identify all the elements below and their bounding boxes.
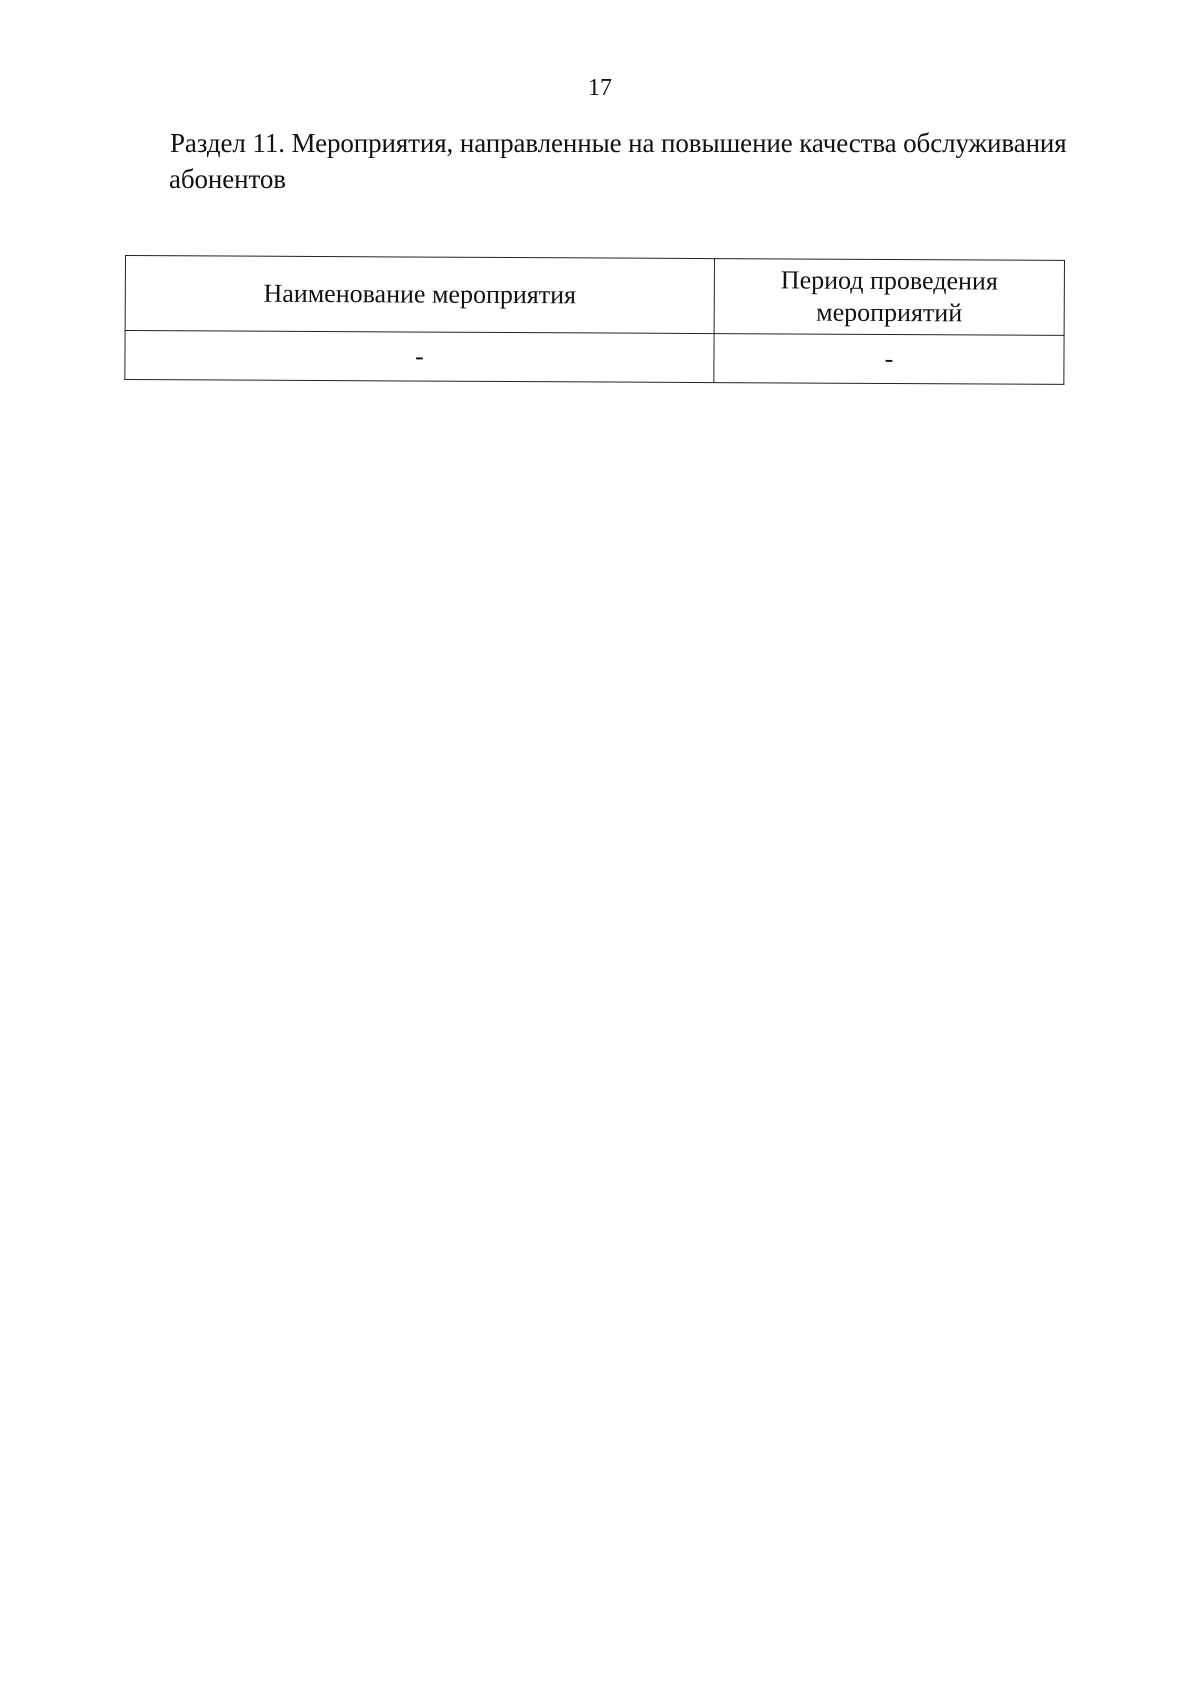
section-heading-line-1: Раздел 11. Мероприятия, направленные на повышение качества обслуживания — [170, 128, 1067, 158]
header-event-period: Период проведения мероприятий — [714, 259, 1064, 336]
section-heading — [170, 125, 1130, 197]
table-body — [125, 331, 1064, 385]
header-event-name: Наименование мероприятия — [125, 256, 714, 334]
table-header-row — [125, 256, 1064, 336]
events-table — [124, 255, 1065, 385]
table-row — [125, 331, 1064, 385]
cell-event-name: - — [125, 331, 714, 383]
section-heading-line-2: абонентов — [169, 164, 286, 194]
page-number: 17 — [588, 75, 612, 101]
cell-event-period: - — [714, 334, 1064, 385]
table-header — [125, 256, 1064, 336]
